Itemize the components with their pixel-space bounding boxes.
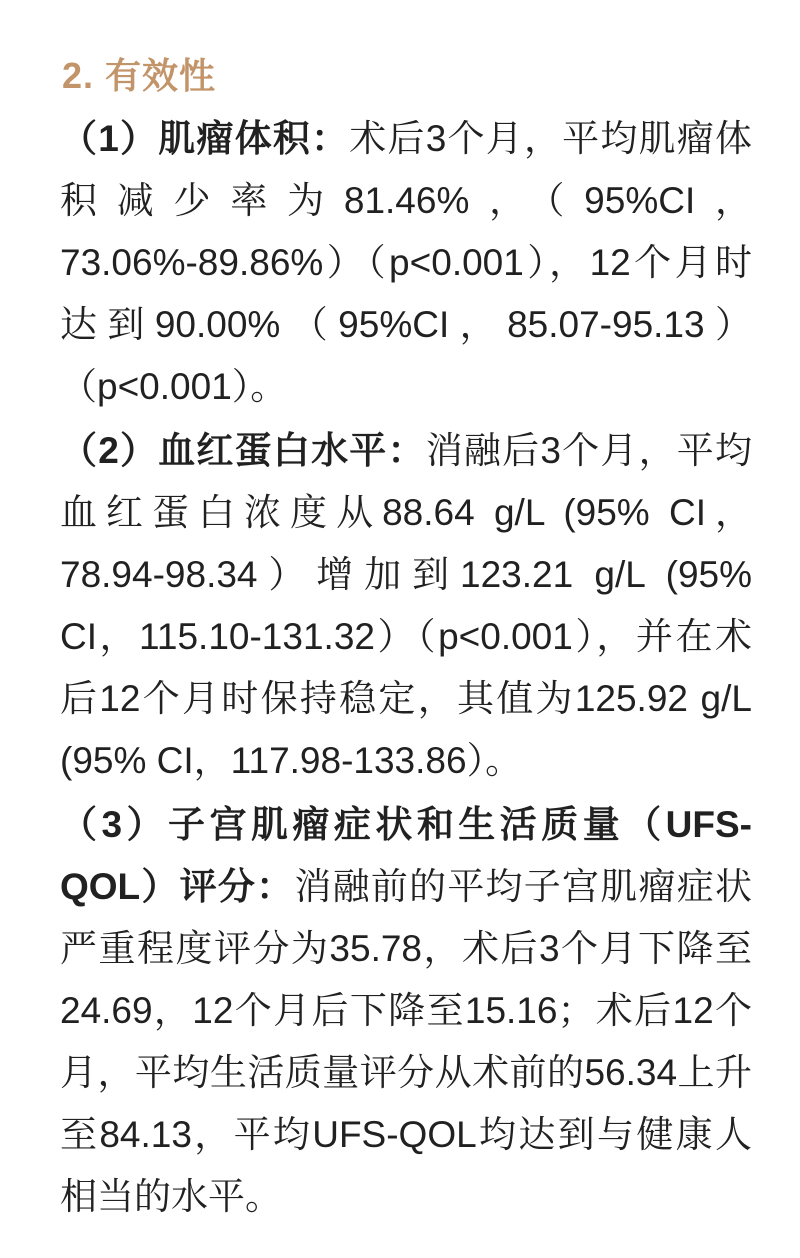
section-heading: 2. 有效性 — [62, 55, 217, 96]
paragraph-ufs-qol-score — [60, 794, 752, 1228]
paragraph-fibroid-volume — [60, 108, 752, 418]
paragraph-hemoglobin-level-lead: （2）血红蛋白水平： — [60, 430, 426, 471]
paragraph-ufs-qol-score-body: 消融前的平均子宫肌瘤症状严重程度评分为35.78，术后3个月下降至24.69，12个月后下降至15.16；术后12个月，平均生活质量评分从术前的56.34上升至84.13，平均UFS-QOL均达到与健康人相当的水平。 — [60, 866, 752, 1217]
paragraph-fibroid-volume-body: 术后3个月，平均肌瘤体积减少率为81.46%，（95%CI，73.06%-89.86%）（p<0.001），12个月时达到90.00%（95%CI，85.07-95.13）（p<0.001）。 — [60, 118, 753, 407]
paragraph-hemoglobin-level — [60, 420, 752, 792]
paragraph-ufs-qol-score-lead: （3）子宫肌瘤症状和生活质量（UFS-QOL）评分： — [60, 804, 752, 907]
paragraph-hemoglobin-level-body: 消融后3个月，平均血红蛋白浓度从88.64 g/L (95% CI，78.94-98.34）增加到123.21 g/L (95% CI，115.10-131.32）（p<0.001），并在术后12个月时保持稳定，其值为125.92 g/L (95% CI，117.98-133.86）。 — [60, 430, 753, 781]
paragraph-fibroid-volume-lead: （1）肌瘤体积： — [60, 118, 350, 159]
